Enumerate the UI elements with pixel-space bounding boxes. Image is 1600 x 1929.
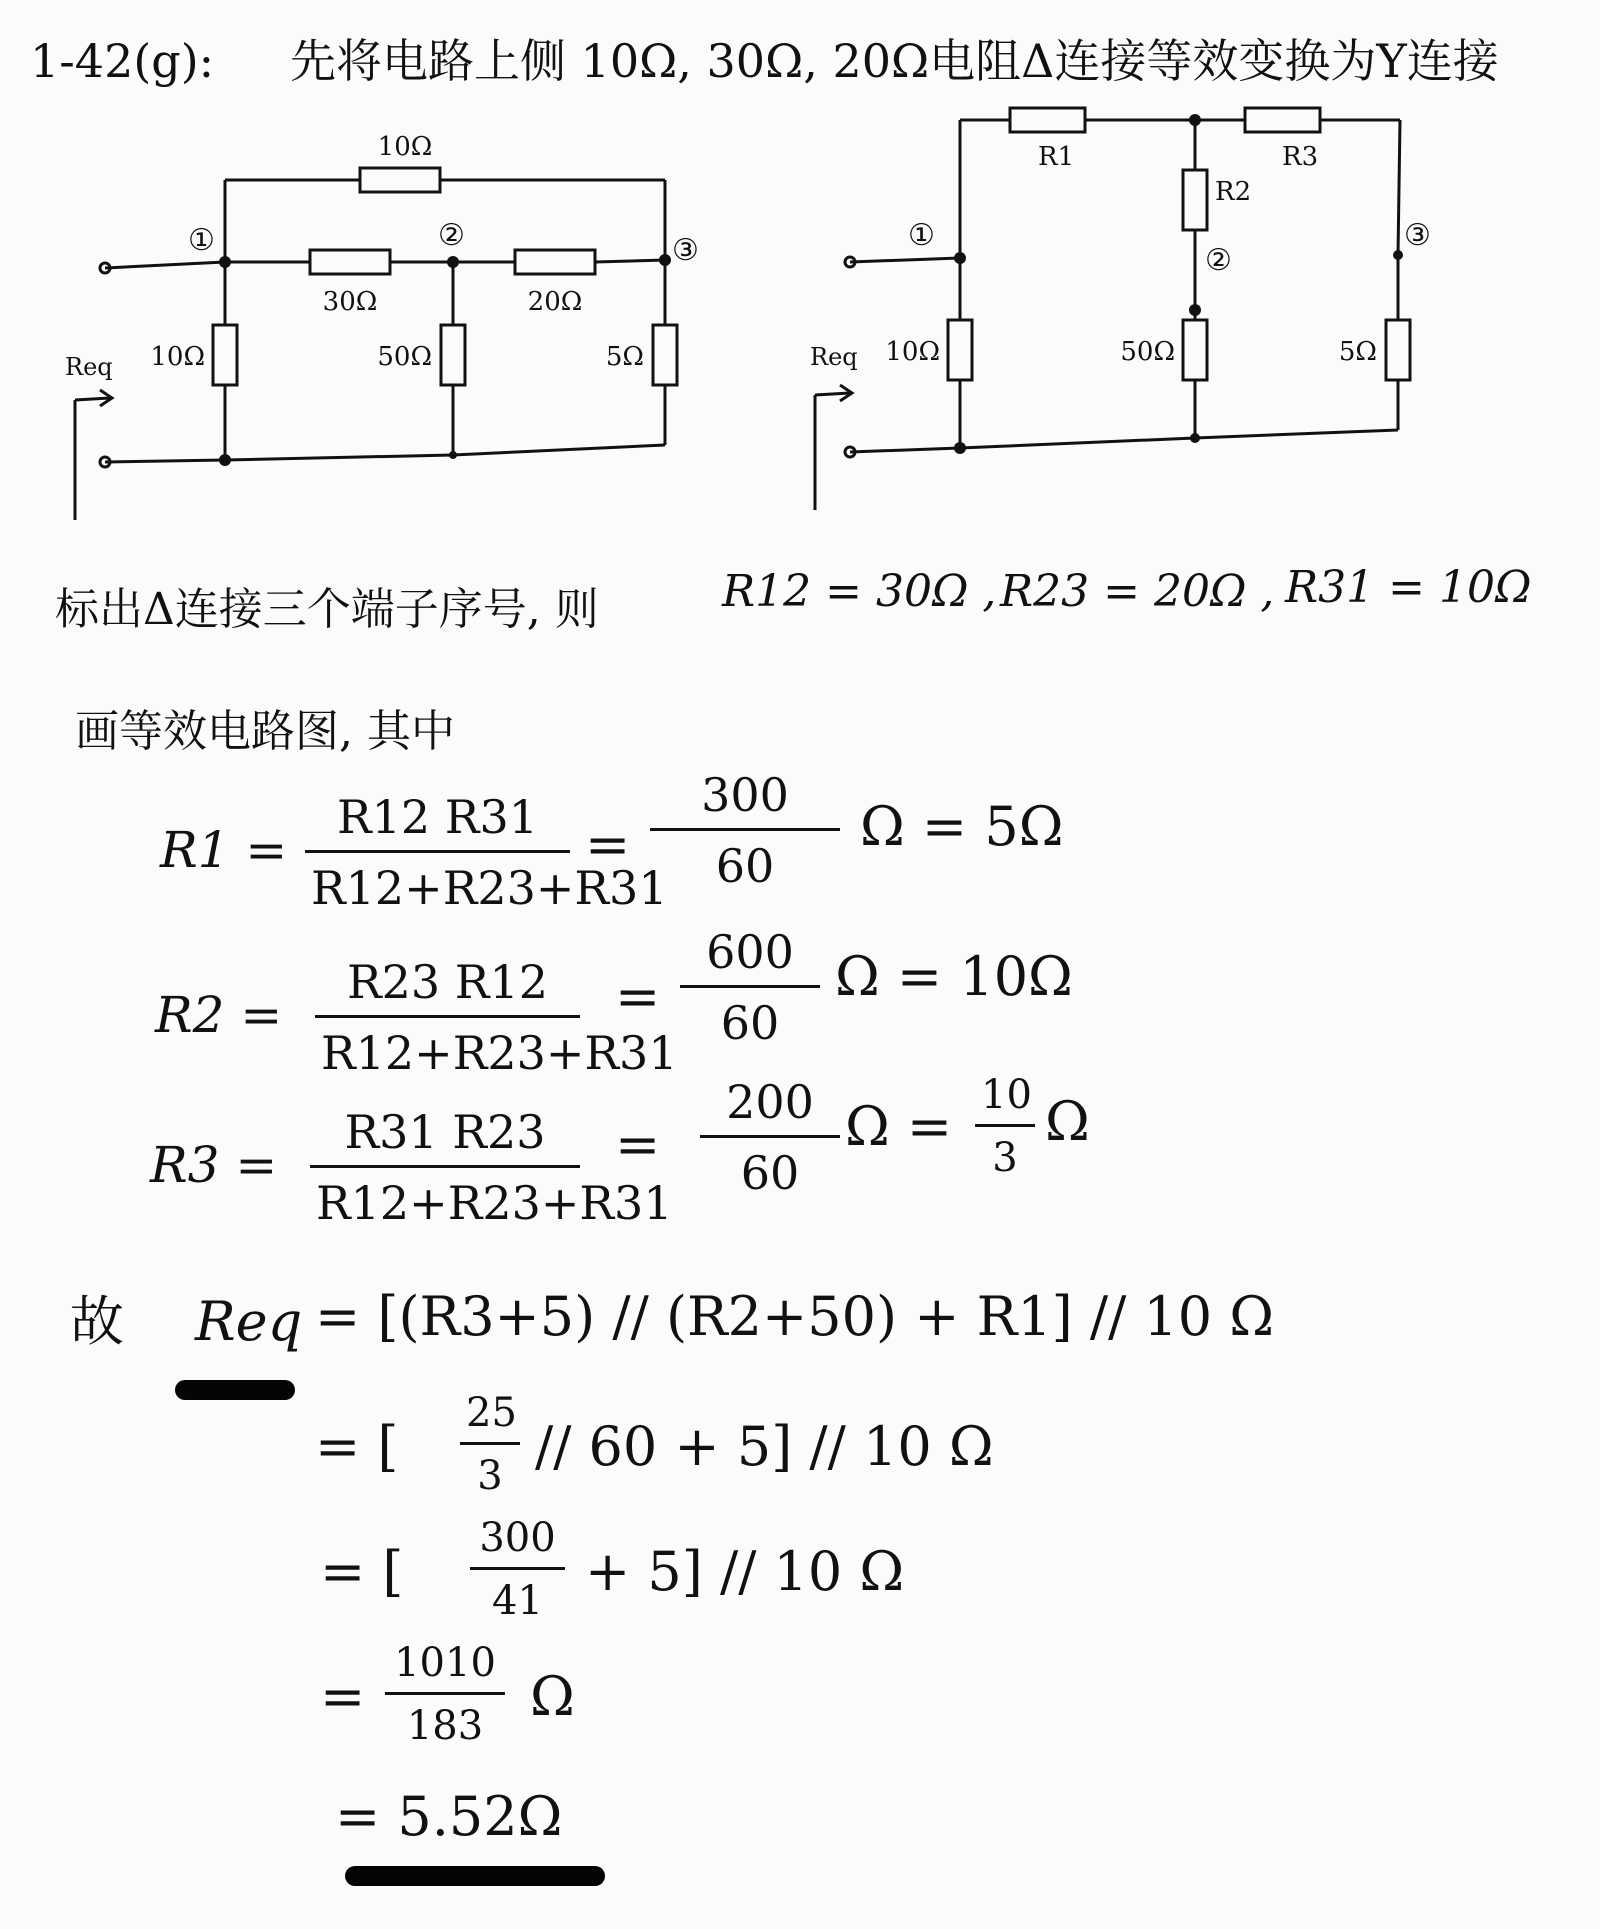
label-right-req: Req [810,343,858,371]
final-underline-mark [345,1866,605,1886]
r1-fraction [305,790,668,915]
r3-result-den: 3 [992,1135,1018,1181]
result-line-2-rest: // 60 + 5] // 10 Ω [535,1415,994,1478]
r3-result: Ω = [845,1095,953,1158]
line2-den: 3 [477,1453,503,1499]
instruction-text: 先将电路上侧 10Ω, 30Ω, 20Ω电阻Δ连接等效变换为Y连接 [290,34,1499,88]
result-line-3-fraction [470,1515,565,1624]
line4-den: 183 [406,1703,484,1749]
node-2: ② [438,218,465,253]
r1-lhs: R1 = [160,821,288,879]
label-50ohm: 50Ω [377,342,432,372]
problem-number: 1-42(g): [30,34,215,88]
line3-den: 41 [492,1578,543,1624]
r1-denominator: R12+R23+R31 [311,861,668,915]
node-1: ① [188,223,215,258]
r1-value-den: 60 [715,839,775,893]
result-line-4-eq: = [320,1665,366,1728]
r3-value-fraction [700,1075,840,1200]
r3-lhs: R3 = [150,1136,278,1194]
r2-value-den: 60 [720,996,780,1050]
result-line-4-fraction [385,1640,505,1749]
r31-value: R31 = 10Ω [1285,562,1532,613]
r2-lhs: R2 = [155,986,283,1044]
result-line-2-open: = [ [315,1415,399,1478]
label-req: Req [65,353,113,381]
r2-value-fraction [680,925,820,1050]
final-result: = 5.52Ω [335,1785,563,1848]
r1-numerator: R12 R31 [337,790,538,844]
r3-result-fraction [975,1072,1035,1181]
r3-numerator: R31 R23 [344,1105,546,1159]
step2-text: 画等效电路图, 其中 [75,706,455,757]
r1-equals: = [585,813,631,876]
result-req: Req [195,1290,303,1353]
node-3-right: ③ [1404,218,1431,253]
label-left-10ohm: 10Ω [150,342,205,372]
label-top-10ohm: 10Ω [377,132,433,162]
r1-result: Ω = 5Ω [860,795,1064,858]
r1-value-fraction [650,768,840,893]
result-line-2-fraction [460,1390,520,1499]
r3-denominator: R12+R23+R31 [316,1176,673,1230]
label-r1: R1 [1038,142,1075,172]
r3-value-num: 200 [726,1075,814,1129]
result-prefix: 故 [70,1290,124,1353]
r3-result-unit: Ω [1045,1090,1090,1153]
label-20ohm: 20Ω [527,287,583,317]
result-line-4-unit: Ω [530,1665,575,1728]
r23-value: R23 = 20Ω , [1000,566,1275,617]
r3-value-den: 60 [740,1146,800,1200]
label-right-50ohm: 50Ω [1120,337,1175,367]
label-r2: R2 [1215,177,1252,207]
line4-num: 1010 [394,1640,496,1686]
circuit-diagram-left [60,110,760,550]
node-1-right: ① [908,218,935,253]
line2-num: 25 [466,1390,517,1436]
result-line-3-open: = [ [320,1540,404,1603]
r2-value-num: 600 [706,925,794,979]
r3-result-num: 10 [981,1072,1032,1118]
label-30ohm: 30Ω [322,287,378,317]
r1-value-num: 300 [701,768,789,822]
r3-equals: = [615,1113,661,1176]
result-line-3-rest: + 5] // 10 Ω [585,1540,905,1603]
line3-num: 300 [479,1515,556,1561]
req-underline-mark [175,1380,295,1400]
node-2-right: ② [1205,243,1232,278]
r2-equals: = [615,965,661,1028]
step1-text: 标出Δ连接三个端子序号, 则 [55,584,599,635]
r12-value: R12 = 30Ω , [722,566,997,617]
r2-fraction [315,955,678,1080]
r2-denominator: R12+R23+R31 [321,1026,678,1080]
label-5ohm: 5Ω [605,342,644,372]
node-3: ③ [672,233,699,268]
result-line-1: = [(R3+5) // (R2+50) + R1] // 10 Ω [315,1285,1275,1348]
label-right-10ohm: 10Ω [885,337,940,367]
circuit-diagram-right [810,90,1510,520]
label-r3: R3 [1282,142,1319,172]
r3-fraction [310,1105,673,1230]
r2-numerator: R23 R12 [347,955,548,1009]
label-right-5ohm: 5Ω [1338,337,1377,367]
r2-result: Ω = 10Ω [835,945,1073,1008]
